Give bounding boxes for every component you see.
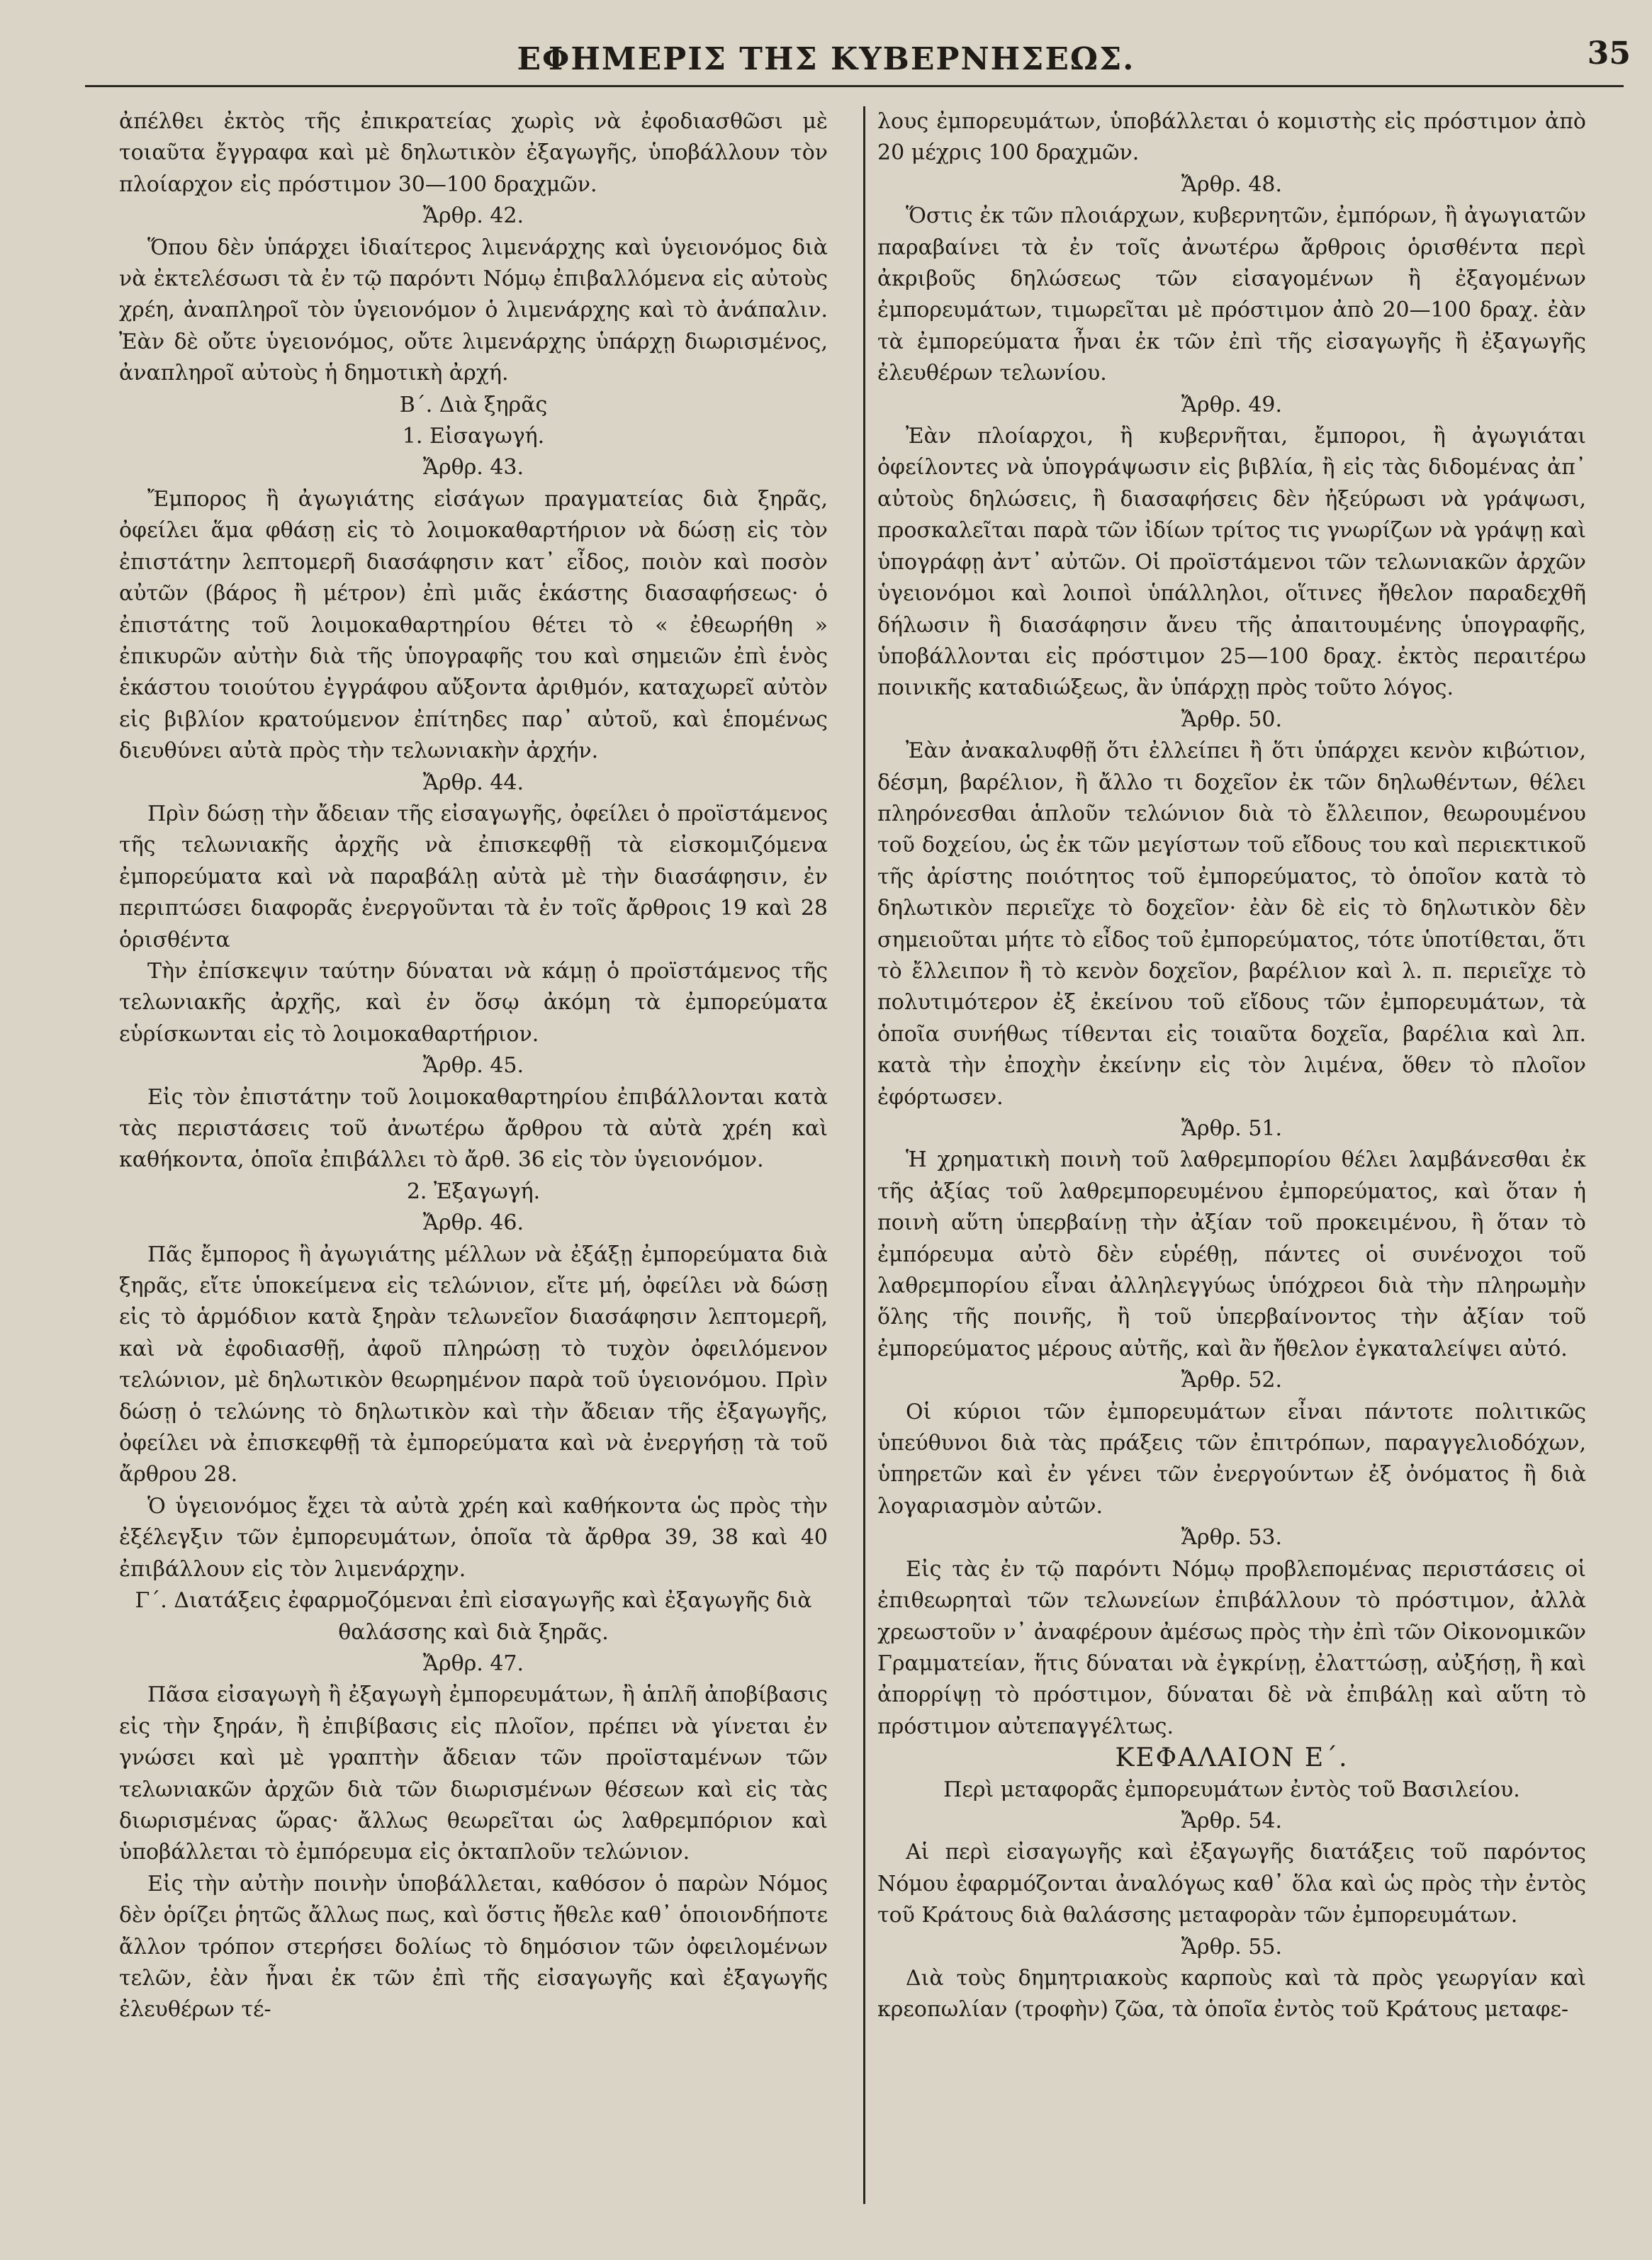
article-heading-53: Ἄρθρ. 53. (1181, 1525, 1283, 1551)
paragraph: Εἰς τὸν ἐπιστάτην τοῦ λοιμοκαθαρτηρίου ἐπιβάλλονται κατὰ τὰς περιστάσεις τοῦ ἀνωτέρω ἄρθρου τὰ αὐτὰ χρέη καὶ καθήκοντα, ὁποῖα ἐπιβάλλει τὸ ἄρθ. 36 εἰς τὸν ὑγειονόμον. (119, 1084, 828, 1173)
section-heading-g: Γ΄. Διατάξεις ἐφαρμοζόμεναι ἐπὶ εἰσαγωγῆς καὶ ἐξαγωγῆς διὰ θαλάσσης καὶ διὰ ξηρᾶς. (135, 1588, 812, 1645)
article-heading-50: Ἄρθρ. 50. (1181, 707, 1283, 732)
paragraph: Πᾶς ἔμπορος ἢ ἀγωγιάτης μέλλων νὰ ἐξάξῃ ἐμπορεύματα διὰ ξηρᾶς, εἴτε ὑποκείμενα εἰς τελώνιον, εἴτε μή, ὀφείλει νὰ δώσῃ εἰς τὸ ἁρμόδιον κατὰ ξηρὰν τελωνεῖον διασάφησιν λεπτομερῆ, καὶ νὰ ἐφοδιασθῇ, ἀφοῦ πληρώσῃ τὸ τυχὸν ὀφειλόμενον τελώνιον, μὲ δηλωτικὸν θεωρημένον παρὰ τοῦ ὑγειονόμου. Πρὶν δώσῃ ὁ τελώνης τὸ δηλωτικὸν καὶ τὴν ἄδειαν τῆς ἐξαγωγῆς, ὀφείλει νὰ ἐπισκεφθῇ τὰ ἐμπορεύματα καὶ νὰ ἐνεργήσῃ τὰ τοῦ ἄρθρου 28. (119, 1242, 828, 1488)
paragraph: Ὅπου δὲν ὑπάρχει ἰδιαίτερος λιμενάρχης καὶ ὑγειονόμος διὰ νὰ ἐκτελέσωσι τὰ ἐν τῷ παρόντι Νόμῳ ἐπιβαλλόμενα εἰς αὐτοὺς χρέη, ἀναπληροῖ τὸν ὑγειονόμον ὁ λιμενάρχης καὶ τὸ ἀνάπαλιν. Ἐὰν δὲ οὔτε ὑγειονόμος, οὔτε λιμενάρχης ὑπάρχῃ διωρισμένος, ἀναπληροῖ αὐτοὺς ἡ δημοτικὴ ἀρχή. (119, 235, 828, 386)
paragraph: Ὅστις ἐκ τῶν πλοιάρχων, κυβερνητῶν, ἐμπόρων, ἢ ἀγωγιατῶν παραβαίνει τὰ ἐν τοῖς ἀνωτέρω ἄρθροις ὁρισθέντα περὶ ἀκριβοῦς δηλώσεως τῶν εἰσαγομένων ἢ ἐξαγομένων ἐμπορευμάτων, τιμωρεῖται μὲ πρόστιμον ἀπὸ 20—100 δραχ. ἐὰν τὰ ἐμπορεύματα ἦναι ἐκ τῶν ἐπὶ τῆς εἰσαγωγῆς ἢ ἐξαγωγῆς ἐλευθέρων τελωνίου. (877, 203, 1586, 386)
page-header (0, 28, 1652, 85)
header-rule (85, 85, 1624, 87)
paragraph: Τὴν ἐπίσκεψιν ταύτην δύναται νὰ κάμῃ ὁ προϊστάμενος τῆς τελωνιακῆς ἀρχῆς, καὶ ἐν ὅσῳ ἀκόμη τὰ ἐμπορεύματα εὑρίσκωνται εἰς τὸ λοιμοκαθαρτήριον. (119, 958, 828, 1047)
subsection-heading-import: 1. Εἰσαγωγή. (402, 424, 545, 449)
subsection-heading-export: 2. Ἐξαγωγή. (406, 1179, 541, 1204)
chapter-title: Περὶ μεταφορᾶς ἐμπορευμάτων ἐντὸς τοῦ Βασιλείου. (943, 1777, 1520, 1802)
paragraph: Αἱ περὶ εἰσαγωγῆς καὶ ἐξαγωγῆς διατάξεις τοῦ παρόντος Νόμου ἐφαρμόζονται ἀναλόγως καθ᾽ ὅλα καὶ ὡς πρὸς τὴν ἐντὸς τοῦ Κράτους διὰ θαλάσσης μεταφορὰν τῶν ἐμπορευμάτων. (877, 1840, 1586, 1928)
paragraph: Ὁ ὑγειονόμος ἔχει τὰ αὐτὰ χρέη καὶ καθήκοντα ὡς πρὸς τὴν ἐξέλεγξιν τῶν ἐμπορευμάτων, ὁποῖα τὰ ἄρθρα 39, 38 καὶ 40 ἐπιβάλλουν εἰς τὸν λιμενάρχην. (119, 1493, 828, 1582)
article-heading-46: Ἄρθρ. 46. (422, 1210, 524, 1236)
article-heading-44: Ἄρθρ. 44. (422, 770, 524, 795)
paragraph: Ἡ χρηματικὴ ποινὴ τοῦ λαθρεμπορίου θέλει λαμβάνεσθαι ἐκ τῆς ἀξίας τοῦ λαθρεμπορευμένου ἐμπορεύματος, καὶ ὅταν ἡ ποινὴ αὕτη ὑπερβαίνῃ τὴν ἀξίαν τοῦ προκειμένου, ἢ ὅταν τὸ ἐμπόρευμα αὐτὸ δὲν εὑρέθῃ, πάντες οἱ συνένοχοι τοῦ λαθρεμπορίου εἶναι ἀλληλεγγύως ὑπόχρεοι διὰ τὴν πληρωμὴν ὅλης τῆς ποινῆς, ἢ τοῦ ὑπερβαίνοντος τὴν ἀξίαν τοῦ ἐμπορεύματος μέρους αὐτῆς, καὶ ἂν ἤθελον ἐγκαταλείψει αὐτό. (877, 1147, 1586, 1361)
article-heading-49: Ἄρθρ. 49. (1181, 392, 1283, 417)
article-heading-55: Ἄρθρ. 55. (1181, 1934, 1283, 1960)
paragraph: Ἐὰν πλοίαρχοι, ἢ κυβερνῆται, ἔμποροι, ἢ ἀγωγιάται ὀφείλοντες νὰ ὑπογράψωσιν εἰς βιβλία, ἢ εἰς τὰς διδομένας ἀπ᾽ αὐτοὺς δηλώσεις, ἢ διασαφήσεις δὲν ἠξεύρωσι νὰ γράψωσι, προσκαλεῖται παρὰ τῶν ἰδίων τρίτος τις γνωρίζων νὰ γράψῃ καὶ ὑπογράφῃ ἀντ᾽ αὐτῶν. Οἱ προϊστάμενοι τῶν τελωνιακῶν ἀρχῶν ὑγειονόμοι καὶ λοιποὶ ὑπάλληλοι, οἵτινες ἤθελον παραδεχθῆ δήλωσιν ἢ διασάφησιν ἄνευ τῆς ἀπαιτουμένης ὑπογραφῆς, ὑποβάλλονται εἰς πρόστιμον 25—100 δραχ. ἐκτὸς περαιτέρω ποινικῆς καταδιώξεως, ἂν ὑπάρχῃ πρὸς τοῦτο λόγος. (877, 424, 1586, 701)
paragraph: Εἰς τὰς ἐν τῷ παρόντι Νόμῳ προβλεπομένας περιστάσεις οἱ ἐπιθεωρηταὶ τῶν τελωνείων ἐπιβάλλουν τὸ πρόστιμον, ἀλλὰ χρεωστοῦν ν᾽ ἀναφέρουν ἀμέσως πρὸς τὴν ἐπὶ τῶν Οἰκονομικῶν Γραμματείαν, ἥτις δύναται νὰ ἐγκρίνῃ, ἐλαττώσῃ, αὐξήσῃ, ἢ καὶ ἀπορρίψῃ τὸ πρόστιμον, δύναται δὲ νὰ ἐπιβάλῃ καὶ αὕτη τὸ πρόστιμον αὐτεπαγγέλτως. (877, 1556, 1586, 1739)
paragraph: Εἰς τὴν αὐτὴν ποινὴν ὑποβάλλεται, καθόσον ὁ παρὼν Νόμος δὲν ὁρίζει ῥητῶς ἄλλως πως, καὶ ὅστις ἤθελε καθ᾽ ὁποιονδήποτε ἄλλον τρόπον στερήσει δολίως τὸ δημόσιον τῶν ὀφειλομένων τελῶν, ἐὰν ἦναι ἐκ τῶν ἐπὶ τῆς εἰσαγωγῆς καὶ ἐξαγωγῆς ἐλευθέρων τέ- (119, 1871, 828, 2023)
article-heading-42: Ἄρθρ. 42. (422, 203, 524, 229)
left-column (119, 106, 828, 2026)
article-heading-43: Ἄρθρ. 43. (422, 455, 524, 480)
article-heading-47: Ἄρθρ. 47. (422, 1651, 524, 1676)
chapter-heading: ΚΕΦΑΛΑΙΟΝ Ε΄. (1115, 1743, 1349, 1773)
page-number: 35 (1587, 35, 1631, 72)
paragraph: Πᾶσα εἰσαγωγὴ ἢ ἐξαγωγὴ ἐμπορευμάτων, ἢ ἁπλῆ ἀποβίβασις εἰς τὴν ξηράν, ἢ ἐπιβίβασις εἰς πλοῖον, πρέπει νὰ γίνεται ἐν γνώσει καὶ μὲ γραπτὴν ἄδειαν τῶν προϊσταμένων τῶν τελωνιακῶν ἀρχῶν διὰ τῶν διωρισμένων θέσεων καὶ εἰς τὰς διωρισμένας ὥρας· ἄλλως θεωρεῖται ὡς λαθρεμπόριον καὶ ὑποβάλλεται τὸ ἐμπόρευμα εἰς ὀκταπλοῦν τελώνιον. (119, 1682, 828, 1865)
article-heading-48: Ἄρθρ. 48. (1181, 172, 1283, 197)
paragraph: ἀπέλθει ἐκτὸς τῆς ἐπικρατείας χωρὶς νὰ ἐφοδιασθῶσι μὲ τοιαῦτα ἔγγραφα καὶ μὲ δηλωτικὸν ἐξαγωγῆς, ὑποβάλλουν τὸν πλοίαρχον εἰς πρόστιμον 30—100 δραχμῶν. (119, 109, 828, 197)
paragraph: Πρὶν δώσῃ τὴν ἄδειαν τῆς εἰσαγωγῆς, ὀφείλει ὁ προϊστάμενος τῆς τελωνιακῆς ἀρχῆς νὰ ἐπισκεφθῇ τὰ εἰσκομιζόμενα ἐμπορεύματα καὶ νὰ παραβάλῃ αὐτὰ μὲ τὴν διασάφησιν, ἐν περιπτώσει διαφορᾶς ἐνεργοῦνται τὰ ἐν τοῖς ἄρθροις 19 καὶ 28 ὁρισθέντα (119, 801, 828, 952)
article-heading-54: Ἄρθρ. 54. (1181, 1808, 1283, 1833)
article-heading-45: Ἄρθρ. 45. (422, 1053, 524, 1079)
article-heading-52: Ἄρθρ. 52. (1181, 1368, 1283, 1393)
paragraph: Ἔμπορος ἢ ἀγωγιάτης εἰσάγων πραγματείας διὰ ξηρᾶς, ὀφείλει ἅμα φθάσῃ εἰς τὸ λοιμοκαθαρτήριον νὰ δώσῃ εἰς τὸν ἐπιστάτην λεπτομερῆ διασάφησιν κατ᾽ εἶδος, ποιὸν καὶ ποσὸν αὐτῶν (βάρος ἢ μέτρον) ἐπὶ μιᾶς ἑκάστης διασαφήσεως· ὁ ἐπιστάτης τοῦ λοιμοκαθαρτηρίου θέτει τὸ « ἐθεωρήθη » ἐπικυρῶν αὐτὴν διὰ τῆς ὑπογραφῆς του καὶ σημειῶν ἐπὶ ἑνὸς ἑκάστου τοιούτου ἐγγράφου αὔξοντα ἀριθμόν, καταχωρεῖ αὐτὸν εἰς βιβλίον κρατούμενον ἐπίτηδες παρ᾽ αὐτοῦ, καὶ ἑπομένως διευθύνει αὐτὰ πρὸς τὴν τελωνιακὴν ἀρχήν. (119, 486, 828, 764)
paragraph: Διὰ τοὺς δημητριακοὺς καρποὺς καὶ τὰ πρὸς γεωργίαν καὶ κρεοπωλίαν (τροφὴν) ζῶα, τὰ ὁποῖα ἐντὸς τοῦ Κράτους μεταφε- (877, 1965, 1586, 2023)
column-divider (863, 106, 865, 2204)
section-heading-b: Β΄. Διὰ ξηρᾶς (399, 392, 548, 417)
paragraph: Οἱ κύριοι τῶν ἐμπορευμάτων εἶναι πάντοτε πολιτικῶς ὑπεύθυνοι διὰ τὰς πράξεις τῶν ἐπιτρόπων, παραγγελιοδόχων, ὑπηρετῶν καὶ ἐν γένει τῶν ἐνεργούντων ἐξ ὀνόματος ἢ διὰ λογαριασμὸν αὐτῶν. (877, 1399, 1586, 1519)
paragraph: Ἐὰν ἀνακαλυφθῇ ὅτι ἐλλείπει ἢ ὅτι ὑπάρχει κενὸν κιβώτιον, δέσμη, βαρέλιον, ἢ ἄλλο τι δοχεῖον ἐκ τῶν δηλωθέντων, θέλει πληρόνεσθαι ἁπλοῦν τελώνιον διὰ τὸ ἔλλειπον, θεωρουμένου τοῦ δοχείου, ὡς ἐκ τῶν μεγίστων τοῦ εἴδους του καὶ περιεκτικοῦ τῆς ἀρίστης ποιότητος τοῦ ἐμπορεύματος, τὸ ὁποῖον κατὰ τὸ δηλωτικὸν περιεῖχε τὸ δοχεῖον· ἐὰν δὲ εἰς τὸ δηλωτικὸν δὲν σημειοῦται μήτε τὸ εἶδος τοῦ ἐμπορεύματος, τότε ὑποτίθεται, ὅτι τὸ ἔλλειπον ἢ τὸ κενὸν δοχεῖον, βαρέλιον καὶ λ. π. περιεῖχε τὸ πολυτιμότερον ἐξ ἐκείνου τοῦ εἴδους τῶν ἐμπορευμάτων, τὰ ὁποῖα συνήθως τίθενται εἰς τοιαῦτα δοχεῖα, βαρέλια καὶ λπ. κατὰ τὴν ἐποχὴν ἐκείνην εἰς τὸν λιμένα, ὅθεν τὸ πλοῖον ἐφόρτωσεν. (877, 738, 1586, 1110)
paragraph: λους ἐμπορευμάτων, ὑποβάλλεται ὁ κομιστὴς εἰς πρόστιμον ἀπὸ 20 μέχρις 100 δραχμῶν. (877, 109, 1586, 166)
page-title: ΕΦΗΜΕΡΙΣ ΤΗΣ ΚΥΒΕΡΝΗΣΕΩΣ. (517, 41, 1135, 77)
article-heading-51: Ἄρθρ. 51. (1181, 1116, 1283, 1141)
right-column (877, 106, 1586, 2026)
